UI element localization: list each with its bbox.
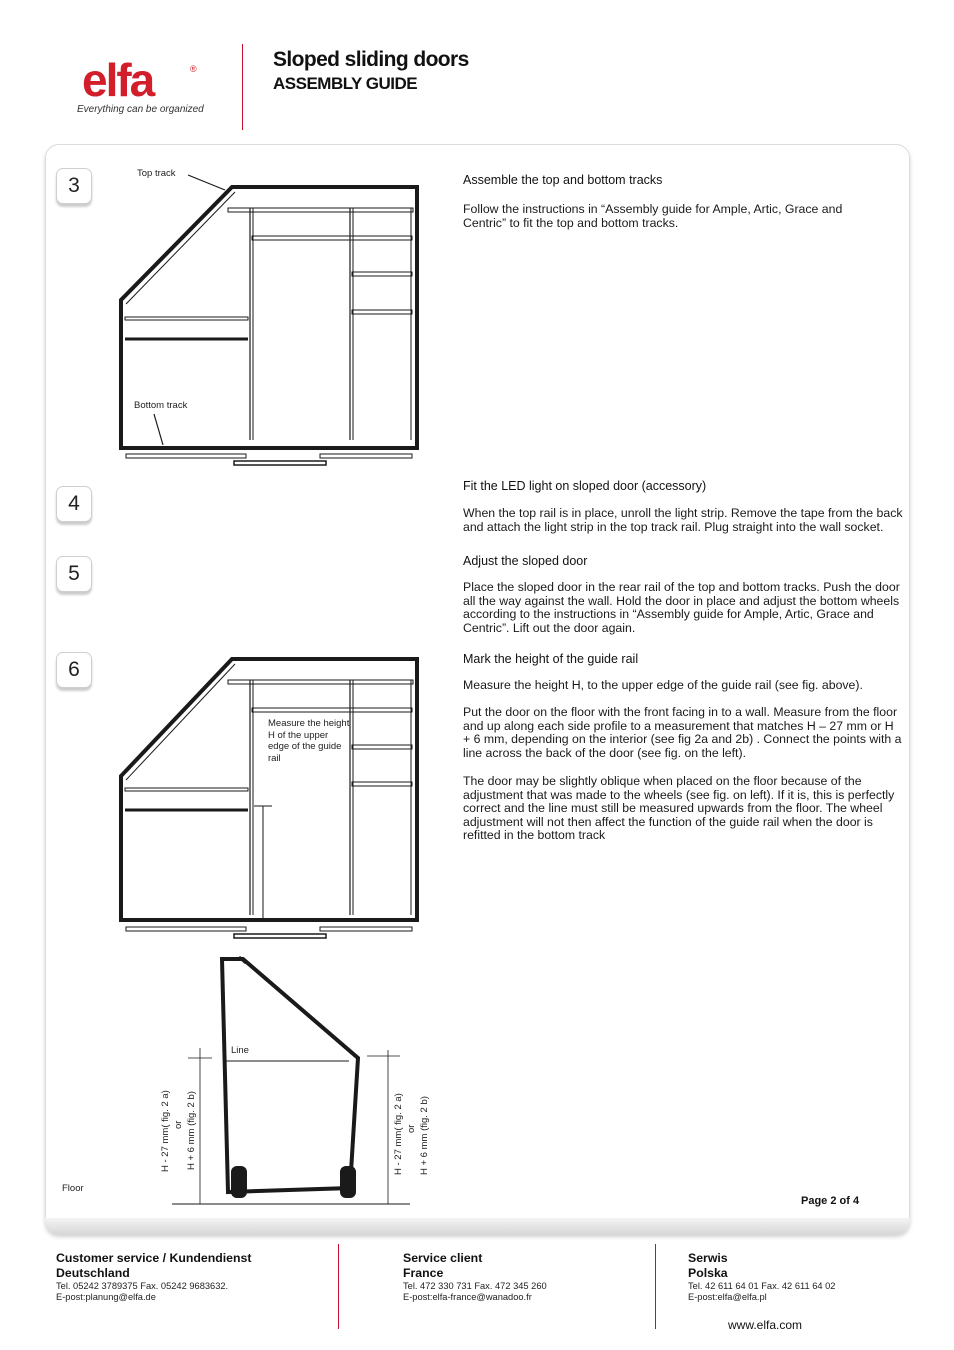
logo-wordmark: elfa [82, 54, 154, 106]
step-3-heading: Assemble the top and bottom tracks [463, 173, 663, 187]
step-6-text-3: The door may be slightly oblique when placed on the floor because of the adjustment that was made to the wheels (see fig. on left). If it is, this is perfectly correct and the line must still be measured upwards from the floor. The wheel adjustment will not then affect the function of the guide rail when the door is refitted in the bottom track [463, 774, 895, 842]
figure-step-3-cabinet [121, 175, 417, 465]
left-dimension-or: or [173, 1120, 184, 1129]
footer-germany-phone: Tel. 05242 3789375 Fax. 05242 9683632. [56, 1281, 229, 1291]
footer-germany-country: Deutschland [56, 1266, 130, 1280]
figure-door-on-floor [172, 957, 410, 1204]
right-dimension-b: H + 6 mm (fig. 2 b) [419, 1096, 430, 1175]
left-dimension-b: H + 6 mm (fig. 2 b) [186, 1091, 197, 1170]
measure-height-label: Measure the height H of the upper edge of the guide rail [268, 718, 350, 764]
step-3-text: Follow the instructions in “Assembly guide for Ample, Artic, Grace and Centric” to fit the top and bottom tracks. [463, 202, 843, 230]
footer-france-email: E-post:elfa-france@wanadoo.fr [403, 1292, 532, 1302]
footer-france [403, 1251, 547, 1303]
figure-step-6-cabinet [121, 659, 417, 938]
footer-poland-phone: Tel. 42 611 64 01 Fax. 42 611 64 02 [688, 1281, 836, 1291]
footer-poland-email: E-post:elfa@elfa.pl [688, 1292, 767, 1302]
footer-germany [56, 1251, 251, 1303]
step-6-text-1: Measure the height H, to the upper edge of the guide rail (see fig. above). [463, 678, 863, 692]
step-4-text: When the top rail is in place, unroll the light strip. Remove the tape from the back and attach the light strip in the top track rail. Plug straight into the wall socket. [463, 506, 903, 534]
footer-divider-2 [655, 1244, 656, 1329]
floor-label: Floor [62, 1183, 84, 1194]
footer-poland [688, 1251, 835, 1303]
logo-tagline: Everything can be organized [77, 104, 204, 115]
step-5-text: Place the sloped door in the rear rail of the top and bottom tracks. Push the door all the way against the wall. Hold the door in place and adjust the bottom wheels according to the instructions in “Assembly guide for Ample, Artic, Grace and Centric”. Lift out the door again. [463, 580, 900, 635]
footer-poland-country: Polska [688, 1266, 728, 1280]
page-number: Page 2 of 4 [801, 1195, 860, 1207]
footer-germany-title: Customer service / Kundendienst [56, 1251, 252, 1265]
step-4-badge: 4 [56, 486, 92, 522]
footer-divider-1 [338, 1244, 339, 1329]
line-label: Line [231, 1045, 249, 1056]
footer-france-title: Service client [403, 1251, 483, 1265]
right-dimension-or: or [406, 1124, 417, 1133]
step-6-badge: 6 [56, 652, 92, 688]
footer-poland-title: Serwis [688, 1251, 728, 1265]
bottom-track-label: Bottom track [134, 400, 188, 411]
footer-france-country: France [403, 1266, 444, 1280]
left-dimension-a: H - 27 mm( fig. 2 a) [160, 1090, 171, 1172]
registered-mark: ® [190, 64, 197, 74]
step-5-heading: Adjust the sloped door [463, 554, 588, 568]
step-6-heading: Mark the height of the guide rail [463, 652, 639, 666]
website-link[interactable]: www.elfa.com [728, 1318, 803, 1332]
step-5-badge: 5 [56, 556, 92, 592]
document-title: Sloped sliding doors [273, 48, 469, 71]
top-track-label: Top track [137, 168, 176, 179]
right-dimension-a: H - 27 mm( fig. 2 a) [393, 1093, 404, 1175]
footer-france-phone: Tel. 472 330 731 Fax. 472 345 260 [403, 1281, 547, 1291]
footer-germany-email: E-post:planung@elfa.de [56, 1292, 156, 1302]
step-4-heading: Fit the LED light on sloped door (accessory) [463, 479, 707, 493]
document-subtitle: ASSEMBLY GUIDE [273, 74, 418, 93]
step-3-badge: 3 [56, 168, 92, 204]
step-6-text-2: Put the door on the floor with the front facing in to a wall. Measure from the floor and up along each side profile to a measurement that matches H – 27 mm or H + 6 mm, depending on the interior (see fig 2a and 2b) . Connect the points with a line across the back of the door (see fig. on the left). [463, 705, 902, 760]
